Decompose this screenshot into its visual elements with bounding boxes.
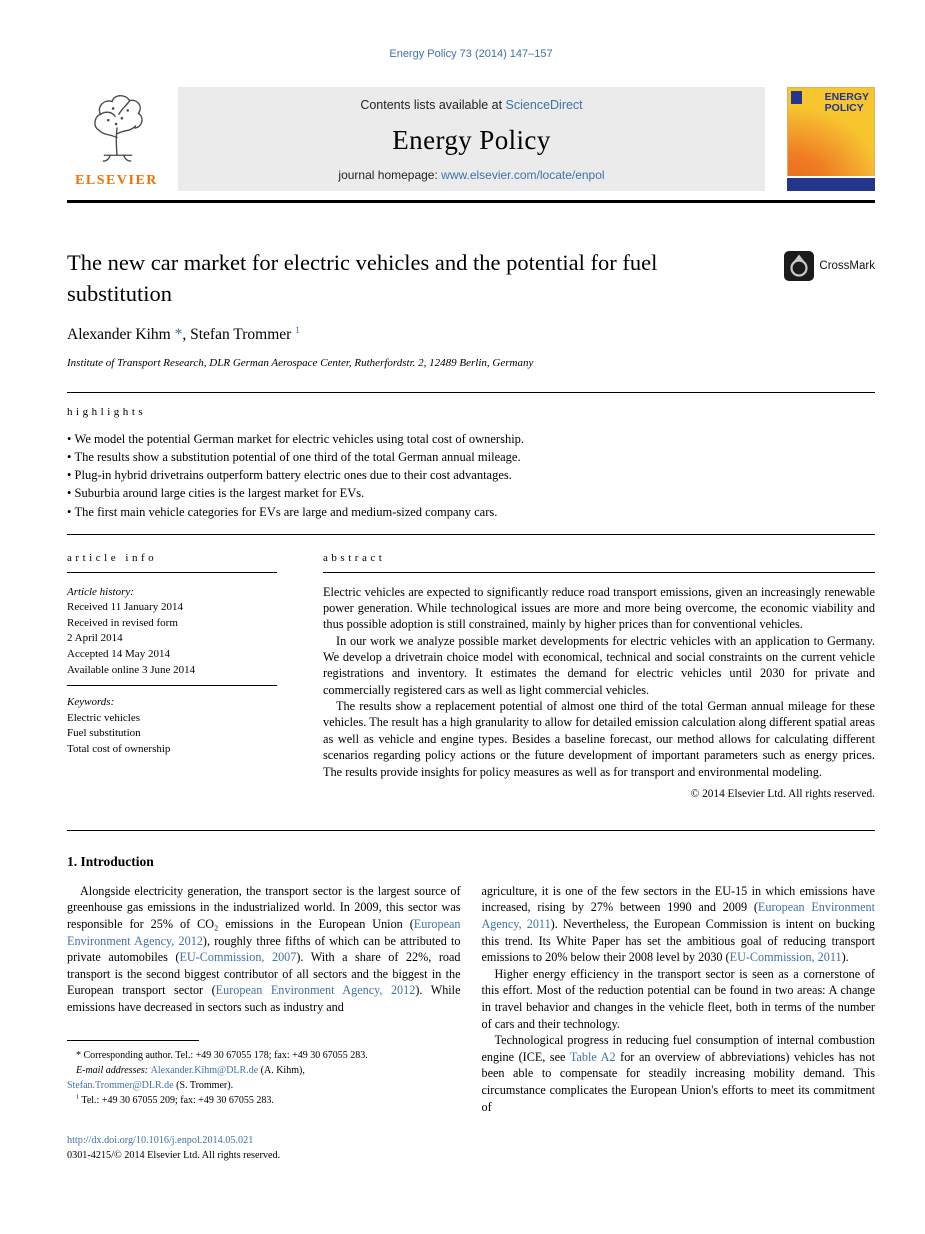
abstract-heading: abstract	[323, 551, 386, 564]
text-segment: agriculture, it is one of the few sectors in the EU-15 in which emissions have increased, rising by 27% between 1990 and 2009 (	[481, 883, 875, 915]
inline-link[interactable]: EU-Commission, 2007	[179, 950, 297, 965]
crossmark-badge[interactable]	[784, 251, 875, 281]
highlight-item: • Suburbia around large cities is the largest market for EVs.	[67, 484, 875, 502]
text-segment: (S. Trommer).	[173, 1079, 234, 1091]
text-segment: Tel.: +49 30 67055 209; fax: +49 30 67055 283.	[79, 1094, 274, 1106]
highlight-item: • The results show a substitution potential of one third of the total German annual mileage.	[67, 448, 875, 466]
text-segment: E-mail addresses:	[76, 1064, 151, 1076]
section-heading-introduction: 1. Introduction	[67, 853, 154, 869]
inline-link[interactable]: 1	[295, 324, 300, 336]
masthead-divider	[67, 200, 875, 203]
text-segment: Technological progress in reducing fuel consumption of internal combustion engine (ICE, see	[481, 1033, 875, 1064]
article-info-heading: article info	[67, 551, 158, 564]
abstract-paragraph: The results show a replacement potential of almost one third of the total German annual mileage for these vehicles. The result has a high granularity to allow for detailed emission calculation along different spatial areas as well as vehicle and engine types. Besides a baseline forecast, our method allows for calculating different scenarios regarding policy actions or the future development of important parameters such as energy prices. The results provide insights for policy measures as well as for transport and environmental modeling.	[323, 699, 875, 779]
footnote-divider	[67, 1040, 199, 1041]
history-entry: Accepted 14 May 2014	[67, 648, 170, 661]
text-segment: Alexander Kihm	[67, 326, 175, 344]
footnote-email-line2	[67, 1078, 461, 1093]
keywords-label: Keywords:	[67, 696, 115, 709]
inline-link[interactable]: Alexander.Kihm@DLR.de	[150, 1064, 259, 1076]
intro-paragraph	[67, 883, 461, 1016]
text-segment: * Corresponding author. Tel.: +49 30 67055 178; fax: +49 30 67055 283.	[76, 1049, 368, 1061]
title-row	[67, 247, 875, 309]
inline-link[interactable]: Table A2	[569, 1049, 616, 1064]
abstract-heading-rule	[323, 572, 875, 573]
footnotes	[67, 1040, 461, 1108]
divider-above-body	[67, 830, 875, 831]
text-segment: , Stefan Trommer	[182, 326, 296, 344]
cover-title-line1: ENERGY	[824, 91, 869, 103]
sciencedirect-link[interactable]: ScienceDirect	[505, 98, 583, 112]
abstract-section	[323, 552, 875, 800]
keyword: Electric vehicles	[67, 711, 140, 724]
footnote-corresponding-author	[67, 1048, 461, 1063]
article-info-heading-rule	[67, 572, 277, 573]
inline-link[interactable]: European Environment Agency, 2011	[481, 900, 875, 932]
elsevier-logo[interactable]	[67, 87, 178, 191]
text-segment: ). With a share of 22%, road transport is the second biggest contributor of all sectors and the biggest in the European transport sector (	[67, 950, 461, 998]
cover-title-line2: POLICY	[824, 102, 864, 115]
abstract-paragraph: Electric vehicles are expected to significantly reduce road transport emissions, given an increasingly renewable power generation. While technological issues are more and more being overcome, the economic viability and thus possible adoption is still constrained, mainly by higher prices than for conventional vehicles.	[323, 584, 875, 632]
keyword: Total cost of ownership	[67, 742, 171, 755]
info-abstract-row	[67, 552, 875, 800]
journal-masthead	[67, 87, 875, 191]
cover-logo-mark	[791, 91, 802, 104]
body-column-right	[482, 854, 876, 1115]
journal-banner	[178, 87, 765, 191]
history-entry: Received 11 January 2014	[67, 601, 183, 614]
crossmark-label: CrossMark	[819, 260, 875, 272]
article-history-label: Article history:	[67, 585, 134, 598]
text-segment: (A. Kihm),	[258, 1064, 305, 1076]
cover-title	[825, 92, 869, 115]
inline-link[interactable]: *	[174, 326, 183, 344]
footnote-email-line1	[67, 1063, 461, 1078]
highlight-item: • The first main vehicle categories for EVs are large and medium-sized company cars.	[67, 503, 875, 521]
author-list	[67, 326, 875, 344]
text-segment: Alongside electricity generation, the transport sector is the largest source of greenhouse gas emissions in the industrialized world. In 2009, this sector was responsible for 25% of CO₂ emissions in the European Union (	[67, 883, 461, 932]
keyword: Fuel substitution	[67, 727, 141, 740]
text-segment: ), roughly three fifths of which can be attributed to private automobiles (	[67, 933, 461, 965]
article-body	[67, 854, 875, 1115]
text-segment: ). Nevertheless, the European Commission is intent on bucking this trend. Its White Paper has set the ambitious goal of reducing transport emissions to 20% below their 2008 level by 2030 (	[481, 917, 875, 965]
highlights-heading: highlights	[67, 406, 147, 419]
footnote-telephone	[67, 1093, 461, 1108]
text-segment: for an overview of abbreviations) vehicles has not been able to compensate for steadily increasing mobility demand. This circumstance complicates the European Union's efforts to meet its commitment of	[481, 1049, 875, 1114]
abstract-paragraph: In our work we analyze possible market developments for electric vehicles with an application to Germany. We develop a drivetrain choice model with economical, technical and social constraints on the current vehicle registrations and inventory. It estimates the demand for electric vehicles until 2030 for private and commercially registered cars as well as light commercial vehicles.	[323, 633, 875, 697]
contents-line	[360, 98, 582, 112]
homepage-prefix: journal homepage:	[338, 168, 442, 182]
elsevier-tree-icon	[81, 87, 153, 165]
article-info-section	[67, 552, 277, 800]
intro-paragraph	[482, 966, 876, 1032]
crossmark-icon	[784, 251, 814, 281]
copyright-line: © 2014 Elsevier Ltd. All rights reserved.	[690, 787, 875, 800]
divider-below-highlights	[67, 534, 875, 535]
issn-copyright-line: 0301-4215/© 2014 Elsevier Ltd. All rights reserved.	[67, 1150, 281, 1162]
inline-link[interactable]: Stefan.Trommer@DLR.de	[67, 1079, 174, 1091]
doi-link[interactable]: http://dx.doi.org/10.1016/j.enpol.2014.05.021	[67, 1135, 254, 1147]
inline-link[interactable]: European Environment Agency, 2012	[215, 983, 416, 998]
highlights-section	[67, 393, 875, 521]
article-footer	[67, 1135, 875, 1161]
affiliation: Institute of Transport Research, DLR German Aerospace Center, Rutherfordstr. 2, 12489 Berlin, Germany	[67, 357, 534, 370]
inline-link[interactable]: EU-Commission, 2011	[729, 950, 842, 965]
homepage-line	[338, 168, 604, 182]
contents-prefix: Contents lists available at	[360, 98, 506, 112]
highlight-item: • We model the potential German market for electric vehicles using total cost of ownership.	[67, 430, 875, 448]
journal-title: Energy Policy	[392, 124, 551, 155]
cover-bottom-band	[787, 176, 875, 191]
intro-paragraph	[482, 1032, 876, 1115]
history-entry: Available online 3 June 2014	[67, 663, 196, 676]
text-segment: 1	[76, 1093, 80, 1101]
inline-link[interactable]: European Environment Agency, 2012	[67, 917, 461, 948]
history-entry: Received in revised form	[67, 616, 178, 629]
text-segment: Higher energy efficiency in the transport sector is seen as a cornerstone of this effort. Most of the reduction potential can be found in two areas: A change in travel behavior and changes in the vehicle fleet, both in terms of the number of cars and their technology.	[481, 966, 875, 1031]
history-entry: 2 April 2014	[67, 632, 123, 645]
body-column-left	[67, 854, 461, 1115]
journal-cover-thumbnail[interactable]	[787, 87, 875, 191]
highlight-item: • Plug-in hybrid drivetrains outperform battery electric ones due to their cost advantages.	[67, 466, 875, 484]
text-segment: ). While emissions have decreased in sectors such as industry and	[67, 983, 461, 1014]
elsevier-wordmark: ELSEVIER	[75, 173, 158, 188]
intro-paragraph	[482, 883, 876, 966]
article-title: The new car market for electric vehicles and the potential for fuel substitution	[67, 250, 658, 307]
text-segment: ).	[841, 950, 849, 965]
journal-citation-link[interactable]: Energy Policy 73 (2014) 147–157	[389, 48, 553, 60]
journal-homepage-link[interactable]: www.elsevier.com/locate/enpol	[441, 168, 605, 182]
article-info-mid-rule	[67, 685, 277, 686]
highlights-list	[67, 430, 875, 521]
